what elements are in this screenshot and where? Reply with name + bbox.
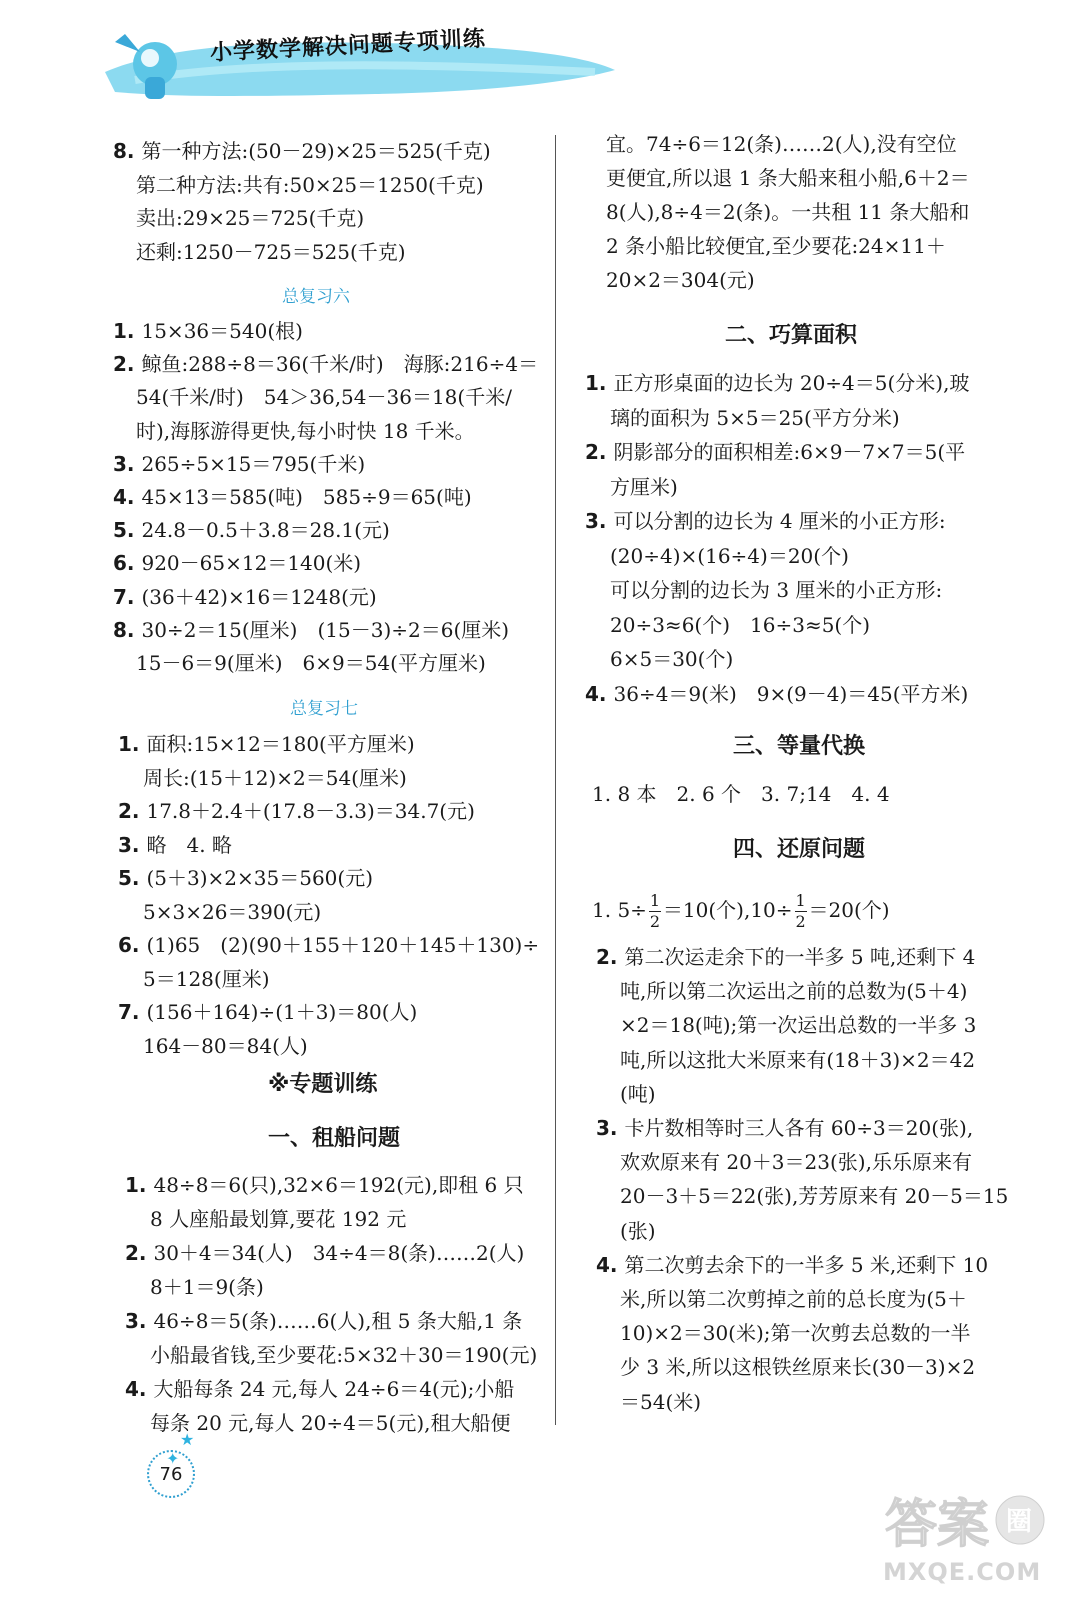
answer-line bbox=[113, 584, 377, 610]
answer-text: (张) bbox=[620, 1218, 656, 1243]
item-number: 5. bbox=[113, 518, 142, 543]
answer-line bbox=[620, 1149, 972, 1175]
answer-text: 20×2＝304(元) bbox=[606, 268, 755, 292]
answer-text: 阴影部分的面积相差:6×9－7×7＝5(平 bbox=[613, 440, 966, 464]
answer-line bbox=[606, 199, 969, 225]
answer-text: 可以分割的边长为 3 厘米的小正方形: bbox=[610, 578, 943, 602]
watermark-text: MXQE.COM bbox=[883, 1558, 1042, 1586]
item-number: 2. bbox=[113, 352, 142, 377]
answer-text: 宜。74÷6＝12(条)……2(人),没有空位 bbox=[606, 132, 957, 156]
item-number: 5. bbox=[118, 866, 147, 890]
answer-line bbox=[596, 1115, 973, 1141]
answer-text: 5×3×26＝390(元) bbox=[143, 899, 322, 924]
answer-text: 更便宜,所以退 1 条大船来租小船,6＋2＝ bbox=[606, 166, 970, 190]
section-title-special: ※专题训练 bbox=[268, 1072, 378, 1097]
answer-text: 10)×2＝30(米);第一次剪去总数的一半 bbox=[620, 1321, 971, 1346]
fraction-denominator: 2 bbox=[795, 912, 806, 931]
answer-line bbox=[136, 172, 484, 198]
fraction-numerator: 1 bbox=[649, 891, 661, 910]
answer-text: ＝10(个),10÷ bbox=[662, 898, 793, 922]
answer-text: 方厘米) bbox=[610, 474, 678, 499]
answer-text: 吨,所以这批大米原来有(18＋3)×2＝42 bbox=[620, 1047, 976, 1072]
section-title-review-6: 总复习六 bbox=[282, 287, 350, 307]
answer-text: (36＋42)×16＝1248(元) bbox=[141, 584, 377, 609]
answer-text: 小船最省钱,至少要花:5×32＋30＝190(元) bbox=[150, 1343, 538, 1367]
answer-line bbox=[125, 1376, 514, 1402]
item-number: 2. bbox=[118, 799, 147, 823]
answer-text: 30÷2＝15(厘米) (15－3)÷2＝6(厘米) bbox=[141, 617, 510, 642]
item-number: 6. bbox=[118, 933, 147, 957]
answer-line bbox=[620, 1389, 701, 1415]
answer-text: 265÷5×15＝795(千米) bbox=[141, 451, 366, 476]
section-title-equal: 三、等量代换 bbox=[733, 734, 866, 759]
answer-line bbox=[113, 138, 491, 164]
answer-text: 正方形桌面的边长为 20÷4＝5(分米),玻 bbox=[613, 371, 970, 395]
answer-line bbox=[606, 131, 957, 157]
item-number: 7. bbox=[113, 584, 142, 609]
star-decoration-icon: ★ ✦ bbox=[166, 1430, 195, 1468]
answer-line bbox=[610, 612, 870, 638]
answer-text: 5＝128(厘米) bbox=[143, 966, 270, 991]
answer-line bbox=[606, 233, 946, 259]
section-title-review-7: 总复习七 bbox=[290, 699, 358, 719]
answer-text: 可以分割的边长为 4 厘米的小正方形: bbox=[613, 509, 946, 533]
answer-line bbox=[125, 1172, 524, 1198]
answer-line bbox=[620, 1047, 975, 1073]
answer-line bbox=[610, 543, 849, 569]
answer-line bbox=[118, 798, 475, 824]
answer-line bbox=[143, 899, 321, 925]
svg-text:圈: 圈 bbox=[1006, 1507, 1033, 1537]
answer-line bbox=[610, 474, 678, 500]
fraction-denominator: 2 bbox=[649, 912, 661, 931]
answer-line bbox=[620, 1081, 656, 1107]
answer-text: 璃的面积为 5×5＝25(平方分米) bbox=[610, 405, 900, 430]
answer-text: 米,所以第二次剪掉之前的总长度为(5＋ bbox=[620, 1287, 967, 1311]
item-number: 4. bbox=[596, 1252, 625, 1277]
answer-text: 164－80＝84(人) bbox=[143, 1033, 308, 1058]
answer-text: 30＋4＝34(人) 34÷4＝8(条)……2(人) bbox=[153, 1241, 525, 1265]
answer-text: ＝54(米) bbox=[620, 1389, 702, 1414]
answer-line bbox=[143, 966, 270, 992]
answer-text: 第二种方法:共有:50×25＝1250(千克) bbox=[136, 172, 484, 197]
item-number: 2. bbox=[585, 440, 614, 464]
answer-line bbox=[620, 1286, 967, 1312]
answer-text: 第二次运走余下的一半多 5 吨,还剩下 4 bbox=[624, 945, 976, 969]
answer-line bbox=[596, 944, 975, 970]
item-number: 4. bbox=[113, 485, 142, 509]
answer-text: 15×36＝540(根) bbox=[141, 319, 303, 343]
answer-line bbox=[620, 978, 967, 1004]
answer-text: 周长:(15＋12)×2＝54(厘米) bbox=[143, 765, 407, 790]
item-number: 7. bbox=[118, 1000, 147, 1024]
answer-text: ＝20(个) bbox=[808, 898, 890, 922]
answer-text: 鲸鱼:288÷8＝36(千米/时) 海豚:216÷4＝ bbox=[141, 352, 539, 377]
answer-line bbox=[606, 267, 755, 293]
answer-line bbox=[113, 550, 361, 576]
item-number: 2. bbox=[596, 945, 625, 969]
answer-line bbox=[592, 893, 890, 930]
answer-line bbox=[113, 351, 538, 377]
answer-text: 46÷8＝5(条)……6(人),租 5 条大船,1 条 bbox=[153, 1309, 523, 1333]
answer-line bbox=[150, 1206, 406, 1232]
item-number: 3. bbox=[585, 509, 614, 533]
answer-line bbox=[150, 1274, 264, 1300]
answer-text: 第一种方法:(50－29)×25＝525(千克) bbox=[141, 139, 491, 163]
answer-text: 第二次剪去余下的一半多 5 米,还剩下 10 bbox=[624, 1252, 989, 1277]
answer-text: 少 3 米,所以这根铁丝原来长(30－3)×2 bbox=[620, 1355, 976, 1380]
answer-line bbox=[585, 370, 969, 396]
fraction bbox=[795, 893, 807, 930]
answer-line bbox=[143, 765, 407, 791]
answer-line bbox=[620, 1012, 976, 1038]
item-number: 3. bbox=[596, 1116, 625, 1140]
item-number: 4. bbox=[125, 1377, 154, 1401]
answer-line bbox=[113, 517, 390, 543]
section-title-area: 二、巧算面积 bbox=[725, 323, 858, 348]
answer-text: (吨) bbox=[620, 1081, 656, 1106]
section-title-restore: 四、还原问题 bbox=[733, 837, 866, 862]
item-number: 6. bbox=[113, 551, 142, 576]
answer-line bbox=[150, 1342, 537, 1368]
answer-line bbox=[118, 731, 415, 757]
answer-text: 时),海豚游得更快,每小时快 18 千米。 bbox=[136, 418, 475, 443]
answer-text: 还剩:1250－725＝525(千克) bbox=[136, 239, 406, 264]
answer-line bbox=[136, 239, 406, 265]
item-number: 1. bbox=[125, 1173, 154, 1197]
answer-text: 略 4. 略 bbox=[146, 832, 232, 857]
answer-line bbox=[113, 318, 303, 344]
item-number: 3. bbox=[125, 1309, 154, 1333]
item-number: 2. bbox=[125, 1241, 154, 1265]
answer-text: 1. 5÷ bbox=[592, 898, 647, 922]
answer-line bbox=[620, 1183, 1008, 1209]
answer-text: 20－3＋5＝22(张),芳芳原来有 20－5＝15 bbox=[620, 1184, 1009, 1209]
answer-text: ×2＝18(吨);第一次运出总数的一半多 3 bbox=[620, 1013, 977, 1038]
answer-text: 48÷8＝6(只),32×6＝192(元),即租 6 只 bbox=[153, 1173, 524, 1197]
item-number: 8. bbox=[113, 139, 142, 163]
svg-text:答案: 答案 bbox=[885, 1495, 990, 1555]
answer-line bbox=[596, 1252, 988, 1278]
answer-text: 吨,所以第二次运出之前的总数为(5＋4) bbox=[620, 979, 968, 1004]
answer-text: 24.8－0.5＋3.8＝28.1(元) bbox=[141, 518, 390, 543]
answer-text: 面积:15×12＝180(平方厘米) bbox=[146, 732, 415, 756]
answer-line bbox=[118, 832, 232, 858]
answer-text: 卖出:29×25＝725(千克) bbox=[136, 206, 365, 230]
answer-line bbox=[585, 681, 968, 707]
answer-line bbox=[118, 999, 417, 1025]
answer-text: 2 条小船比较便宜,至少要花:24×11＋ bbox=[606, 234, 946, 258]
answer-line bbox=[585, 439, 965, 465]
answer-line bbox=[136, 384, 512, 410]
item-number: 1. bbox=[113, 319, 142, 343]
fraction bbox=[649, 893, 661, 930]
answer-line bbox=[620, 1218, 656, 1244]
answer-line bbox=[118, 932, 539, 958]
answer-text: 每条 20 元,每人 20÷4＝5(元),租大船便 bbox=[150, 1411, 511, 1435]
answer-line bbox=[620, 1354, 975, 1380]
answer-line bbox=[136, 205, 364, 231]
answer-text: 20÷3≈6(个) 16÷3≈5(个) bbox=[610, 612, 871, 637]
answer-line bbox=[610, 405, 900, 431]
answer-text: 6×5＝30(个) bbox=[610, 647, 734, 671]
page-number: 76 bbox=[147, 1450, 195, 1498]
item-number: 1. bbox=[118, 732, 147, 756]
watermark bbox=[875, 1480, 1055, 1590]
item-number: 3. bbox=[118, 832, 147, 857]
answer-text: 17.8＋2.4＋(17.8－3.3)＝34.7(元) bbox=[146, 799, 475, 823]
answer-text: (156＋164)÷(1＋3)＝80(人) bbox=[146, 1000, 418, 1024]
answer-line bbox=[610, 577, 942, 603]
item-number: 1. bbox=[585, 371, 614, 395]
answer-text: (5＋3)×2×35＝560(元) bbox=[146, 866, 374, 890]
answer-text: 8 人座船最划算,要花 192 元 bbox=[150, 1207, 407, 1231]
answer-text: 45×13＝585(吨) 585÷9＝65(吨) bbox=[141, 485, 472, 509]
answer-line: 1. 8 本 2. 6 个 3. 7;14 4. 4 bbox=[592, 782, 890, 806]
section-title-boat: 一、租船问题 bbox=[268, 1126, 401, 1151]
answer-text: (20÷4)×(16÷4)＝20(个) bbox=[610, 543, 849, 568]
fraction-numerator: 1 bbox=[795, 891, 806, 910]
item-number: 4. bbox=[585, 681, 614, 706]
answer-line bbox=[113, 484, 472, 510]
answer-line bbox=[136, 650, 486, 676]
item-number: 8. bbox=[113, 617, 142, 642]
answer-text: 920－65×12＝140(米) bbox=[141, 551, 362, 576]
answer-line bbox=[113, 617, 509, 643]
answer-line bbox=[125, 1308, 522, 1334]
answer-line bbox=[610, 646, 733, 672]
answer-text: 卡片数相等时三人各有 60÷3＝20(张), bbox=[624, 1116, 974, 1140]
answer-line bbox=[113, 451, 365, 477]
answer-line bbox=[620, 1320, 971, 1346]
answer-text: 8＋1＝9(条) bbox=[150, 1275, 264, 1299]
answer-line bbox=[150, 1410, 511, 1436]
answer-line bbox=[125, 1240, 524, 1266]
answer-text: 15－6＝9(厘米) 6×9＝54(平方厘米) bbox=[136, 651, 486, 675]
answer-text: 36÷4＝9(米) 9×(9－4)＝45(平方米) bbox=[613, 681, 969, 706]
answer-line bbox=[118, 865, 373, 891]
answer-line bbox=[136, 418, 475, 444]
column-divider bbox=[555, 135, 556, 1425]
item-number: 3. bbox=[113, 451, 142, 476]
answer-line bbox=[606, 165, 970, 191]
answer-text: 54(千米/时) 54＞36,54－36＝18(千米/ bbox=[136, 385, 512, 410]
answer-text: 大船每条 24 元,每人 24÷6＝4(元);小船 bbox=[153, 1377, 515, 1401]
answer-line bbox=[143, 1033, 308, 1059]
answer-text: 欢欢原来有 20＋3＝23(张),乐乐原来有 bbox=[620, 1150, 972, 1175]
answer-text: (1)65 (2)(90＋155＋120＋145＋130)÷ bbox=[146, 933, 540, 957]
header-title: 小学数学解决问题专项训练 bbox=[209, 26, 487, 66]
answer-line bbox=[585, 508, 946, 534]
answer-text: 8(人),8÷4＝2(条)。一共租 11 条大船和 bbox=[606, 200, 970, 224]
